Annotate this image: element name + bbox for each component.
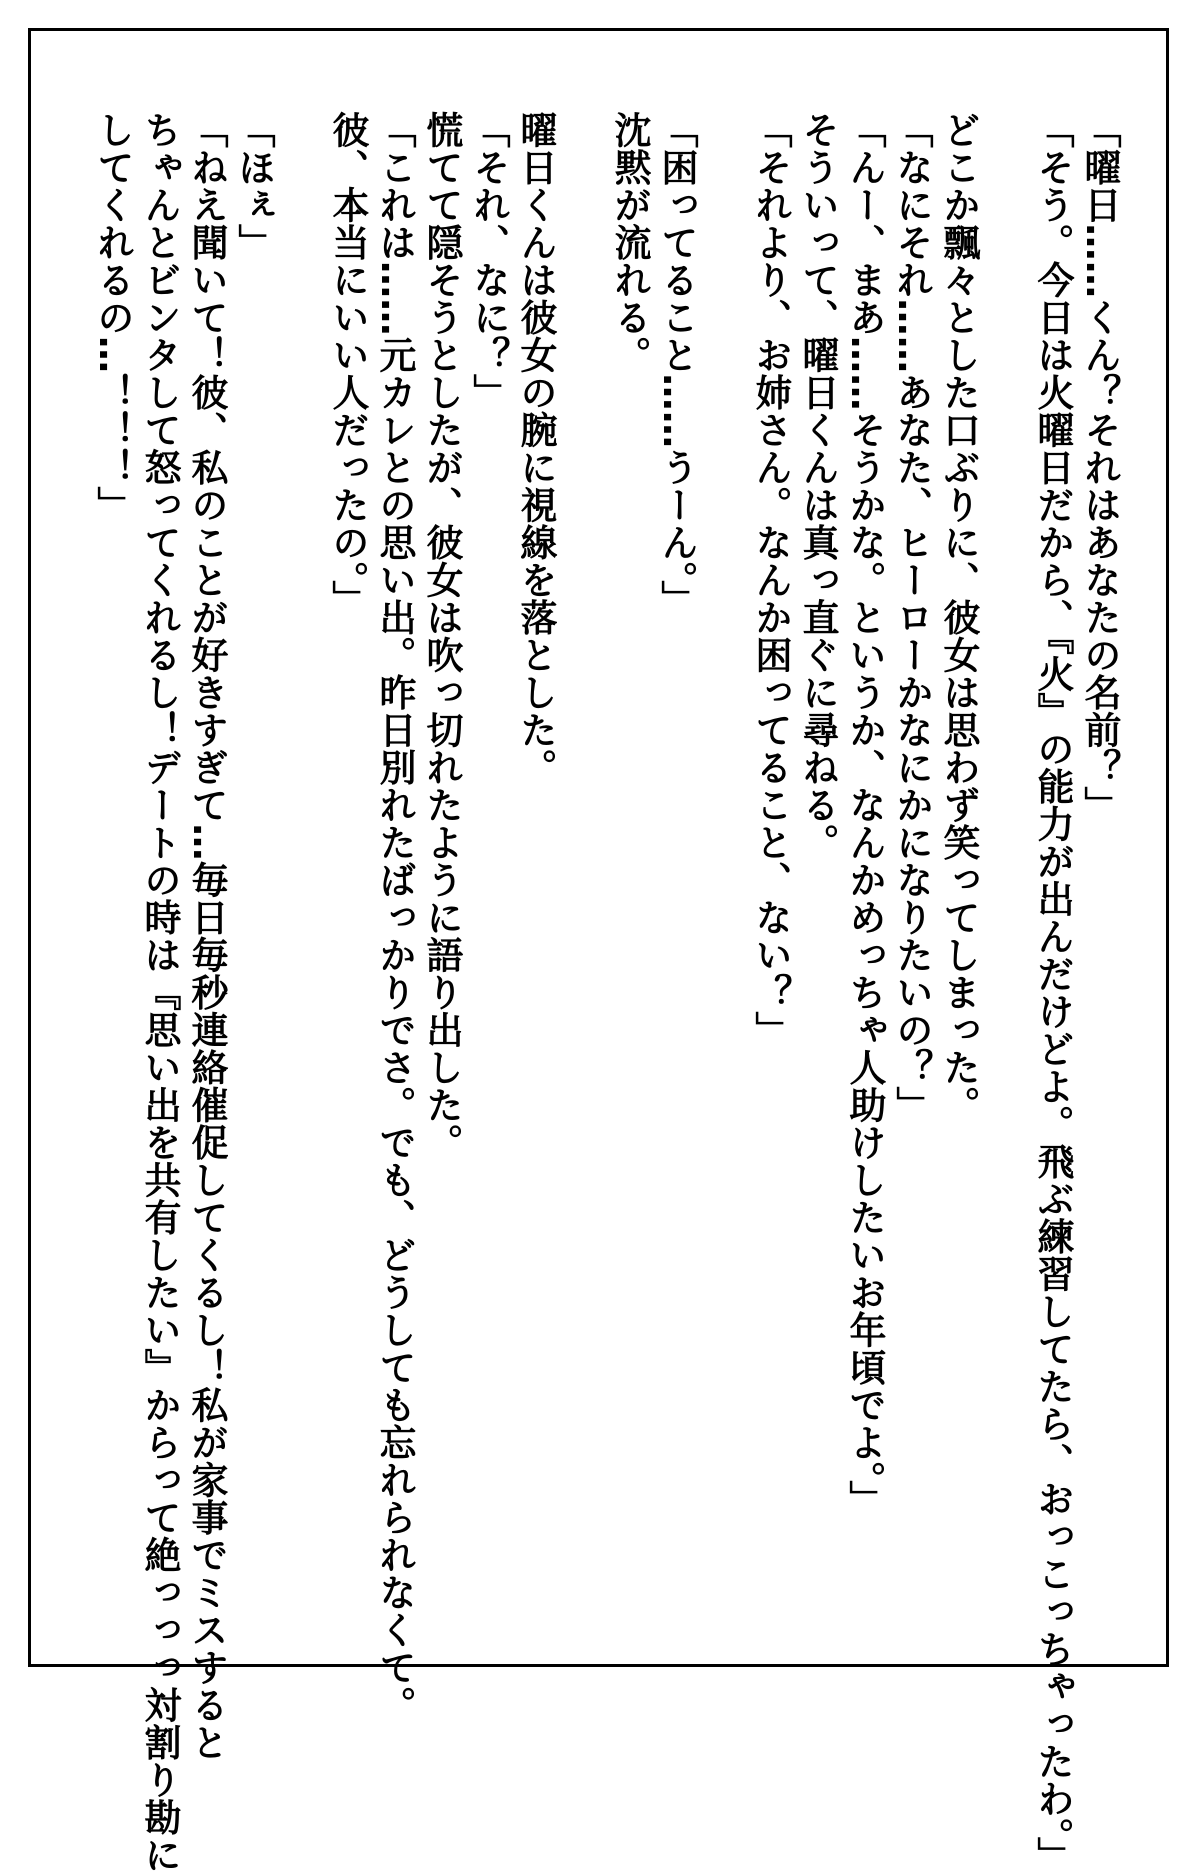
- text-line: 「そう。今日は火曜日だから、『火』の能力が出んだけどよ。飛ぶ練習してたら、おっこっちゃったわ。」: [1031, 111, 1074, 1874]
- paragraph-gap: [700, 111, 747, 1671]
- paragraph-gap: [982, 111, 1029, 1671]
- text-line: ちゃんとビンタして怒ってくれるし！デートの時は『思い出を共有したい』からって絶っっっ対割り勘に: [138, 111, 181, 1874]
- text-line: 「これは……元カレとの思い出。昨日別れたばっかりでさ。でも、どうしても忘れられなくて。: [373, 111, 416, 1724]
- text-line: 「それより、お姉さん。なんか困ってること、ない？」: [749, 111, 792, 1049]
- page-frame: [28, 28, 1169, 1874]
- paragraph-gap: [559, 111, 606, 1671]
- text-line: 「ほぇ」: [232, 111, 275, 261]
- text-line: してくれるの…！！！」: [91, 111, 134, 524]
- story-text: [89, 111, 1123, 1874]
- text-line: 「ねえ聞いて！彼、私のことが好きすぎて…毎日毎秒連絡催促してくるし！私が家事でミスすると: [185, 111, 228, 1761]
- text-line: 「困ってること……うーん。」: [655, 111, 698, 618]
- text-line: そういって、曜日くんは真っ直ぐに尋ねる。: [796, 111, 839, 861]
- text-line: 慌てて隠そうとしたが、彼女は吹っ切れたように語り出した。: [420, 111, 463, 1161]
- text-line: 沈黙が流れる。: [608, 111, 651, 374]
- text-line: 彼、本当にいい人だったの。」: [326, 111, 369, 618]
- text-line: 「それ、なに？」: [467, 111, 510, 411]
- text-line: 「曜日……くん？それはあなたの名前？」: [1078, 111, 1121, 824]
- text-line: 「なにそれ……あなた、ヒーローかなにかになりたいの？」: [890, 111, 933, 1124]
- text-line: どこか飄々とした口ぶりに、彼女は思わず笑ってしまった。: [937, 111, 980, 1124]
- paragraph-gap: [277, 111, 324, 1671]
- text-line: 「んー、まあ……そうかな。というか、なんかめっちゃ人助けしたいお年頃でよ。」: [843, 111, 886, 1518]
- text-line: 曜日くんは彼女の腕に視線を落とした。: [514, 111, 557, 786]
